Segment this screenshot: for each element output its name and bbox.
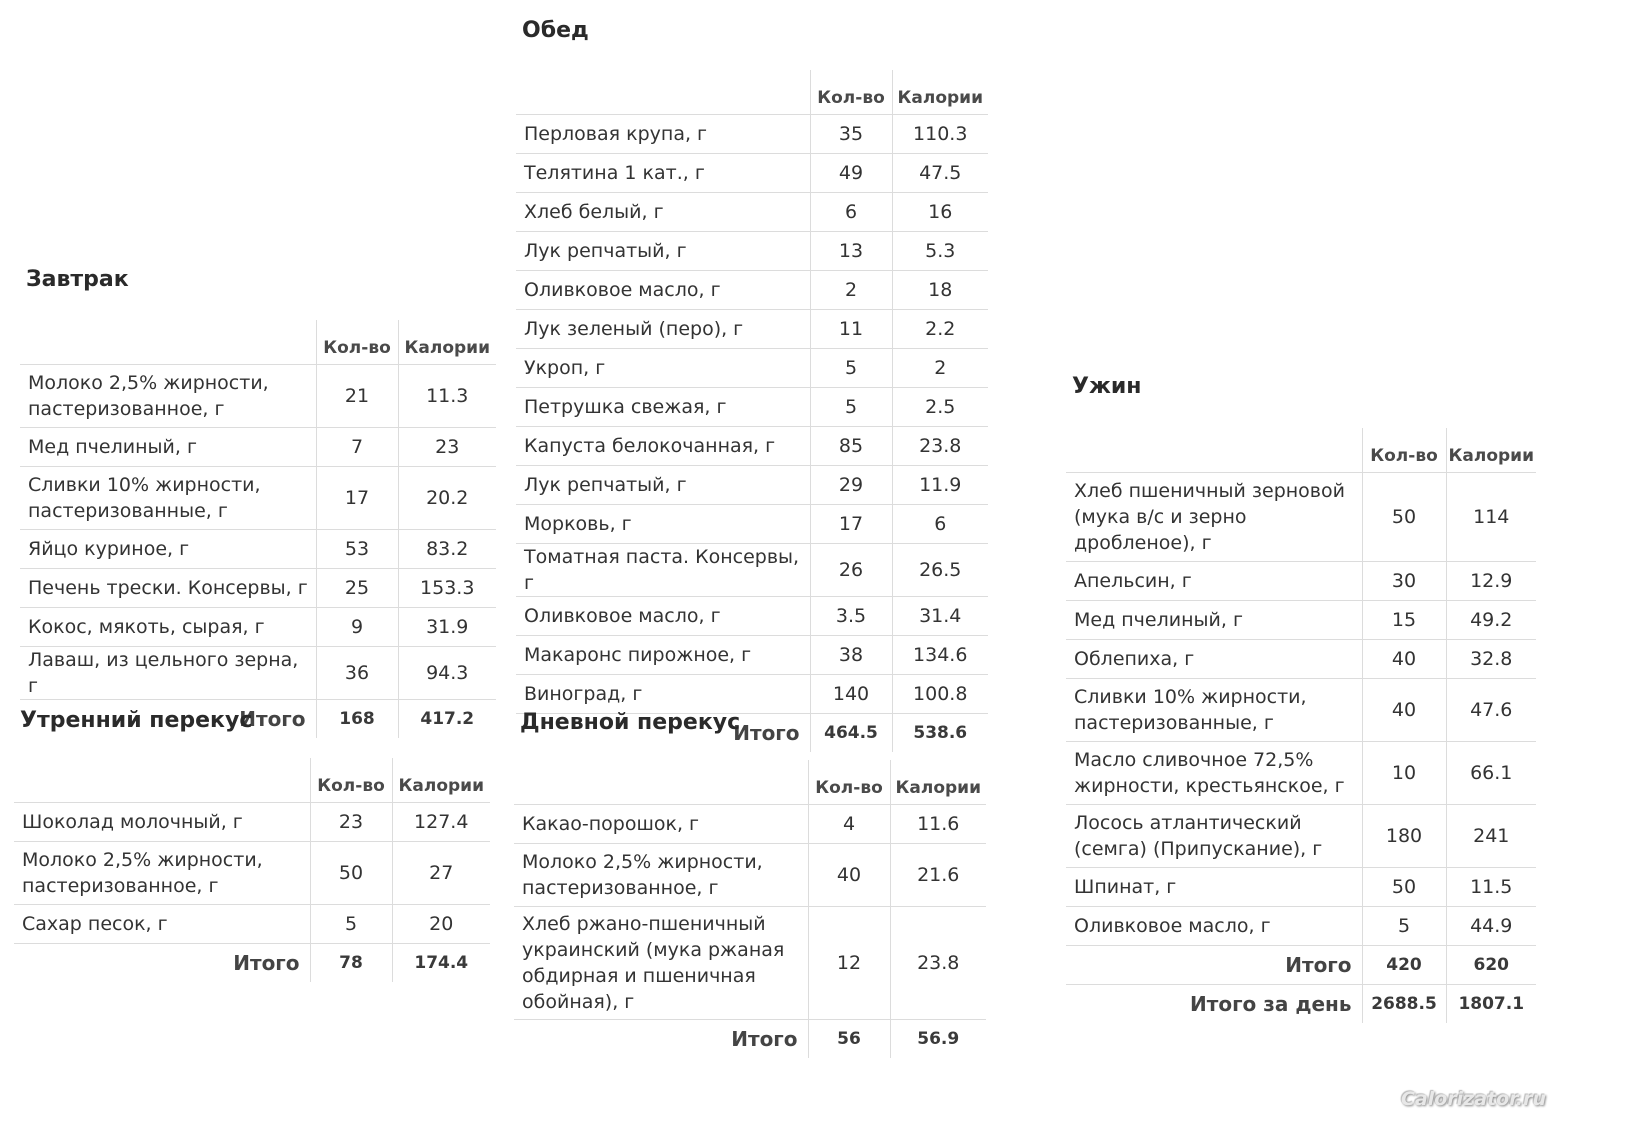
table-row — [516, 388, 988, 427]
table-header-row — [514, 760, 986, 805]
total-qty: 420 — [1362, 946, 1446, 985]
meal-table — [516, 70, 988, 752]
header-qty: Кол-во — [808, 760, 890, 805]
table-row — [516, 636, 988, 675]
food-qty: 5 — [810, 349, 892, 388]
food-name: Апельсин, г — [1066, 562, 1362, 601]
food-qty: 5 — [310, 905, 392, 944]
section-title: Завтрак — [26, 267, 129, 292]
table-row — [516, 193, 988, 232]
food-qty: 36 — [316, 647, 398, 700]
food-calories: 20 — [392, 905, 490, 944]
food-calories: 27 — [392, 842, 490, 905]
food-calories: 2 — [892, 349, 988, 388]
meal-table — [514, 760, 986, 1058]
table-row — [20, 569, 496, 608]
food-calories: 94.3 — [398, 647, 496, 700]
food-name: Молоко 2,5% жирности, пастеризованное, г — [20, 365, 316, 428]
table-row — [516, 154, 988, 193]
food-qty: 7 — [316, 428, 398, 467]
food-calories: 11.5 — [1446, 868, 1536, 907]
food-qty: 180 — [1362, 805, 1446, 868]
table-row — [1066, 473, 1536, 562]
table-row — [1066, 640, 1536, 679]
food-qty: 30 — [1362, 562, 1446, 601]
day-total-label: Итого за день — [1066, 985, 1362, 1024]
total-qty: 168 — [316, 700, 398, 739]
food-qty: 40 — [1362, 640, 1446, 679]
food-calories: 66.1 — [1446, 742, 1536, 805]
header-calories: Калории — [392, 758, 490, 803]
section-title: Дневной перекус — [520, 710, 741, 735]
food-calories: 23 — [398, 428, 496, 467]
food-calories: 31.4 — [892, 597, 988, 636]
food-name: Капуста белокочанная, г — [516, 427, 810, 466]
food-qty: 3.5 — [810, 597, 892, 636]
table-row — [1066, 868, 1536, 907]
table-row — [516, 466, 988, 505]
watermark-logo: Calorizator.ru — [1400, 1088, 1546, 1110]
food-name: Виноград, г — [516, 675, 810, 714]
header-calories: Калории — [892, 70, 988, 115]
table-row — [516, 349, 988, 388]
food-qty: 10 — [1362, 742, 1446, 805]
food-qty: 25 — [316, 569, 398, 608]
food-calories: 11.9 — [892, 466, 988, 505]
table-row — [20, 467, 496, 530]
table-header-row — [1066, 428, 1536, 473]
food-name: Какао-порошок, г — [514, 805, 808, 844]
food-name: Яйцо куриное, г — [20, 530, 316, 569]
total-calories: 620 — [1446, 946, 1536, 985]
food-qty: 12 — [808, 907, 890, 1020]
food-qty: 2 — [810, 271, 892, 310]
food-calories: 32.8 — [1446, 640, 1536, 679]
header-qty: Кол-во — [310, 758, 392, 803]
section-title: Утренний перекус — [20, 708, 253, 733]
food-name: Масло сливочное 72,5% жирности, крестьянское, г — [1066, 742, 1362, 805]
food-calories: 2.5 — [892, 388, 988, 427]
food-qty: 35 — [810, 115, 892, 154]
food-qty: 40 — [1362, 679, 1446, 742]
food-calories: 49.2 — [1446, 601, 1536, 640]
food-name: Макаронс пирожное, г — [516, 636, 810, 675]
total-label: Итого — [14, 944, 310, 983]
table-row — [516, 232, 988, 271]
food-qty: 140 — [810, 675, 892, 714]
food-calories: 20.2 — [398, 467, 496, 530]
food-qty: 13 — [810, 232, 892, 271]
food-qty: 50 — [310, 842, 392, 905]
food-qty: 6 — [810, 193, 892, 232]
food-name: Шоколад молочный, г — [14, 803, 310, 842]
meal-table — [1066, 428, 1536, 1023]
food-qty: 15 — [1362, 601, 1446, 640]
food-name: Сливки 10% жирности, пастеризованные, г — [20, 467, 316, 530]
food-name: Молоко 2,5% жирности, пастеризованное, г — [514, 844, 808, 907]
food-name: Шпинат, г — [1066, 868, 1362, 907]
total-calories: 174.4 — [392, 944, 490, 983]
table-row — [14, 905, 490, 944]
food-qty: 50 — [1362, 868, 1446, 907]
header-name-cell — [514, 760, 808, 805]
total-qty: 464.5 — [810, 714, 892, 753]
table-row — [1066, 805, 1536, 868]
food-qty: 40 — [808, 844, 890, 907]
food-qty: 53 — [316, 530, 398, 569]
food-calories: 2.2 — [892, 310, 988, 349]
food-calories: 83.2 — [398, 530, 496, 569]
food-calories: 6 — [892, 505, 988, 544]
food-name: Оливковое масло, г — [516, 597, 810, 636]
food-name: Лук репчатый, г — [516, 466, 810, 505]
table-row — [516, 310, 988, 349]
food-name: Оливковое масло, г — [516, 271, 810, 310]
food-name: Лосось атлантический (семга) (Припускание), г — [1066, 805, 1362, 868]
food-calories: 23.8 — [890, 907, 986, 1020]
total-row — [14, 944, 490, 983]
food-name: Хлеб ржано-пшеничный украинский (мука ржаная обдирная и пшеничная обойная), г — [514, 907, 808, 1020]
total-calories: 538.6 — [892, 714, 988, 753]
food-name: Молоко 2,5% жирности, пастеризованное, г — [14, 842, 310, 905]
table-row — [1066, 742, 1536, 805]
food-calories: 47.6 — [1446, 679, 1536, 742]
food-qty: 21 — [316, 365, 398, 428]
food-qty: 5 — [810, 388, 892, 427]
food-name: Сливки 10% жирности, пастеризованные, г — [1066, 679, 1362, 742]
food-calories: 44.9 — [1446, 907, 1536, 946]
header-name-cell — [516, 70, 810, 115]
table-row — [1066, 679, 1536, 742]
table-header-row — [20, 320, 496, 365]
day-total-row — [1066, 985, 1536, 1024]
food-calories: 23.8 — [892, 427, 988, 466]
food-name: Мед пчелиный, г — [20, 428, 316, 467]
food-calories: 110.3 — [892, 115, 988, 154]
food-calories: 12.9 — [1446, 562, 1536, 601]
meal-table — [20, 320, 496, 738]
food-qty: 50 — [1362, 473, 1446, 562]
total-qty: 56 — [808, 1020, 890, 1059]
food-name: Лук репчатый, г — [516, 232, 810, 271]
food-calories: 11.6 — [890, 805, 986, 844]
food-calories: 26.5 — [892, 544, 988, 597]
food-calories: 153.3 — [398, 569, 496, 608]
table-row — [516, 675, 988, 714]
table-row — [516, 544, 988, 597]
table-row — [20, 530, 496, 569]
food-name: Укроп, г — [516, 349, 810, 388]
food-calories: 114 — [1446, 473, 1536, 562]
food-qty: 17 — [316, 467, 398, 530]
total-calories: 417.2 — [398, 700, 496, 739]
table-header-row — [516, 70, 988, 115]
table-header-row — [14, 758, 490, 803]
total-label: Итого — [516, 714, 810, 753]
food-qty: 26 — [810, 544, 892, 597]
section-title: Ужин — [1072, 374, 1142, 399]
food-name: Мед пчелиный, г — [1066, 601, 1362, 640]
food-calories: 134.6 — [892, 636, 988, 675]
day-total-calories: 1807.1 — [1446, 985, 1536, 1024]
header-calories: Калории — [398, 320, 496, 365]
table-row — [514, 907, 986, 1020]
total-qty: 78 — [310, 944, 392, 983]
table-row — [516, 271, 988, 310]
food-name: Кокос, мякоть, сырая, г — [20, 608, 316, 647]
food-name: Лаваш, из цельного зерна, г — [20, 647, 316, 700]
food-calories: 31.9 — [398, 608, 496, 647]
table-row — [14, 803, 490, 842]
table-row — [516, 505, 988, 544]
header-qty: Кол-во — [1362, 428, 1446, 473]
header-qty: Кол-во — [316, 320, 398, 365]
food-calories: 11.3 — [398, 365, 496, 428]
food-name: Оливковое масло, г — [1066, 907, 1362, 946]
food-name: Сахар песок, г — [14, 905, 310, 944]
header-calories: Калории — [890, 760, 986, 805]
header-calories: Калории — [1446, 428, 1536, 473]
food-name: Телятина 1 кат., г — [516, 154, 810, 193]
header-name-cell — [20, 320, 316, 365]
table-row — [516, 427, 988, 466]
total-label: Итого — [514, 1020, 808, 1059]
table-row — [1066, 562, 1536, 601]
table-row — [514, 805, 986, 844]
table-row — [20, 608, 496, 647]
table-row — [514, 844, 986, 907]
table-row — [1066, 907, 1536, 946]
food-name: Томатная паста. Консервы, г — [516, 544, 810, 597]
food-qty: 29 — [810, 466, 892, 505]
meal-table — [14, 758, 490, 982]
food-qty: 23 — [310, 803, 392, 842]
table-row — [516, 597, 988, 636]
food-name: Перловая крупа, г — [516, 115, 810, 154]
table-row — [20, 365, 496, 428]
food-qty: 11 — [810, 310, 892, 349]
food-calories: 241 — [1446, 805, 1536, 868]
table-row — [20, 428, 496, 467]
table-row — [14, 842, 490, 905]
food-qty: 49 — [810, 154, 892, 193]
food-calories: 100.8 — [892, 675, 988, 714]
food-name: Хлеб белый, г — [516, 193, 810, 232]
food-name: Лук зеленый (перо), г — [516, 310, 810, 349]
header-qty: Кол-во — [810, 70, 892, 115]
food-calories: 16 — [892, 193, 988, 232]
day-total-qty: 2688.5 — [1362, 985, 1446, 1024]
food-qty: 4 — [808, 805, 890, 844]
total-label: Итого — [20, 700, 316, 739]
total-calories: 56.9 — [890, 1020, 986, 1059]
food-name: Петрушка свежая, г — [516, 388, 810, 427]
food-qty: 38 — [810, 636, 892, 675]
food-calories: 18 — [892, 271, 988, 310]
food-name: Хлеб пшеничный зерновой (мука в/с и зерно дробленое), г — [1066, 473, 1362, 562]
total-row — [514, 1020, 986, 1059]
food-calories: 5.3 — [892, 232, 988, 271]
food-qty: 85 — [810, 427, 892, 466]
food-calories: 127.4 — [392, 803, 490, 842]
food-calories: 21.6 — [890, 844, 986, 907]
table-row — [516, 115, 988, 154]
total-row — [1066, 946, 1536, 985]
table-row — [1066, 601, 1536, 640]
food-qty: 5 — [1362, 907, 1446, 946]
food-qty: 17 — [810, 505, 892, 544]
food-name: Печень трески. Консервы, г — [20, 569, 316, 608]
food-calories: 47.5 — [892, 154, 988, 193]
section-title: Обед — [522, 18, 589, 43]
header-name-cell — [1066, 428, 1362, 473]
food-name: Морковь, г — [516, 505, 810, 544]
food-qty: 9 — [316, 608, 398, 647]
food-name: Облепиха, г — [1066, 640, 1362, 679]
header-name-cell — [14, 758, 310, 803]
total-label: Итого — [1066, 946, 1362, 985]
table-row — [20, 647, 496, 700]
